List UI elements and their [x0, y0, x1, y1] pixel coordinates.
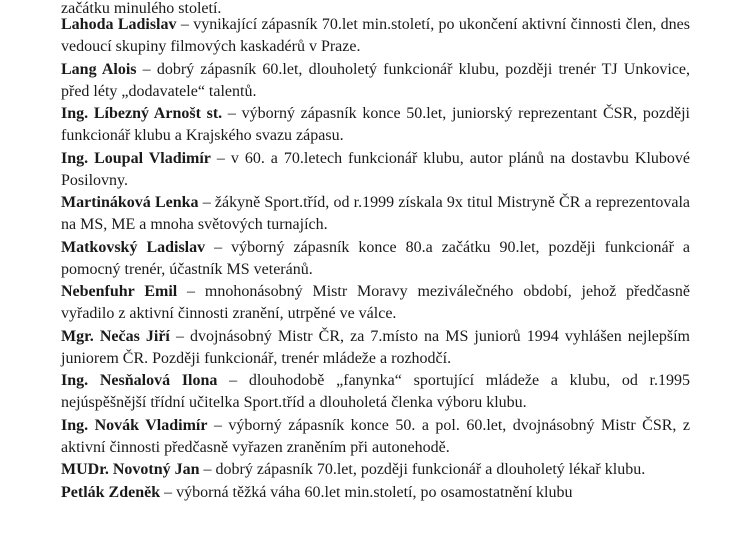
- entry-name: MUDr. Novotný Jan: [61, 461, 200, 478]
- entry-name: Nebenfuhr Emil: [61, 283, 178, 300]
- entry-loupal: [61, 148, 690, 192]
- entry-matkovsky: [61, 237, 690, 281]
- entry-name: Martináková Lenka: [61, 194, 199, 211]
- entry-name: Matkovský Ladislav: [61, 238, 206, 256]
- entry-text: – výborná těžká váha 60.let min.století, po osamostatnění klubu: [160, 483, 573, 501]
- cutoff-line: začátku minulého století.: [61, 0, 222, 17]
- entry-text: – výborný zápasník konce 50. a pol. 60.let, dvojnásobný Mistr ČSR, z aktivní činnosti předčasně vyřazen zraněním při autonehodě.: [61, 416, 690, 456]
- entry-necas: [61, 326, 690, 370]
- entry-text: – dlouhodobě „fanynka“ sportující mládeže a klubu, od r.1995 nejúspěšnější třídní učitelka Sport.tříd a dlouholetá členka výboru klubu.: [61, 372, 690, 411]
- entry-lang: [61, 59, 690, 103]
- entry-text: – výborný zápasník konce 50.let, juniorský reprezentant ČSR, později funkcionář klubu a Krajského svazu zápasu.: [61, 105, 690, 144]
- entry-name: Lang Alois: [61, 60, 137, 78]
- entry-martinakova: [61, 192, 690, 236]
- entry-novak: [61, 415, 690, 459]
- entry-text: – dvojnásobný Mistr ČR, za 7.místo na MS juniorů 1994 vyhlášen nejlepším juniorem ČR. Později funkcionář, trenér mládeže a rozhodčí.: [61, 327, 690, 367]
- entry-nebenfuhr: [61, 281, 690, 325]
- entry-petlak: [61, 482, 690, 504]
- entry-text: – mnohonásobný Mistr Moravy meziválečného období, jehož předčasně vyřadilo z aktivní činnosti zranění, utrpěné ve válce.: [61, 283, 690, 322]
- entry-name: Ing. Novák Vladimír: [61, 416, 208, 434]
- entry-novotny: [61, 459, 690, 481]
- entry-name: Mgr. Nečas Jiří: [61, 327, 170, 345]
- entry-nesnalova: [61, 370, 690, 414]
- entry-text: – dobrý zápasník 70.let, později funkcionář a dlouholetý lékař klubu.: [199, 461, 646, 478]
- entry-libezny: [61, 103, 690, 147]
- entry-text: – vynikající zápasník 70.let min.století, po ukončení aktivní činnosti člen, dnes vedoucí skupiny filmových kaskadérů v Praze.: [61, 16, 691, 55]
- entry-text: – žákyně Sport.tříd, od r.1999 získala 9x titul Mistryně ČR a reprezentovala na MS, ME a mnoha světových turnajích.: [61, 194, 690, 233]
- entry-text: – v 60. a 70.letech funkcionář klubu, autor plánů na dostavbu Klubové Posilovny.: [61, 149, 691, 189]
- entry-name: Ing. Nesňalová Ilona: [61, 372, 218, 389]
- entry-lahoda: [61, 14, 690, 58]
- entry-text: – výborný zápasník konce 80.a začátku 90.let, později funkcionář a pomocný trenér, účastník MS veteránů.: [61, 238, 691, 278]
- entry-text: – dobrý zápasník 60.let, dlouholetý funkcionář klubu, později trenér TJ Unkovice, před léty „dodavatele“ talentů.: [61, 60, 691, 100]
- entry-name: Petlák Zdeněk: [61, 483, 161, 501]
- entry-name: Ing. Líbezný Arnošt st.: [61, 105, 223, 122]
- entry-name: Ing. Loupal Vladimír: [61, 149, 211, 167]
- entry-name: Lahoda Ladislav: [61, 16, 177, 33]
